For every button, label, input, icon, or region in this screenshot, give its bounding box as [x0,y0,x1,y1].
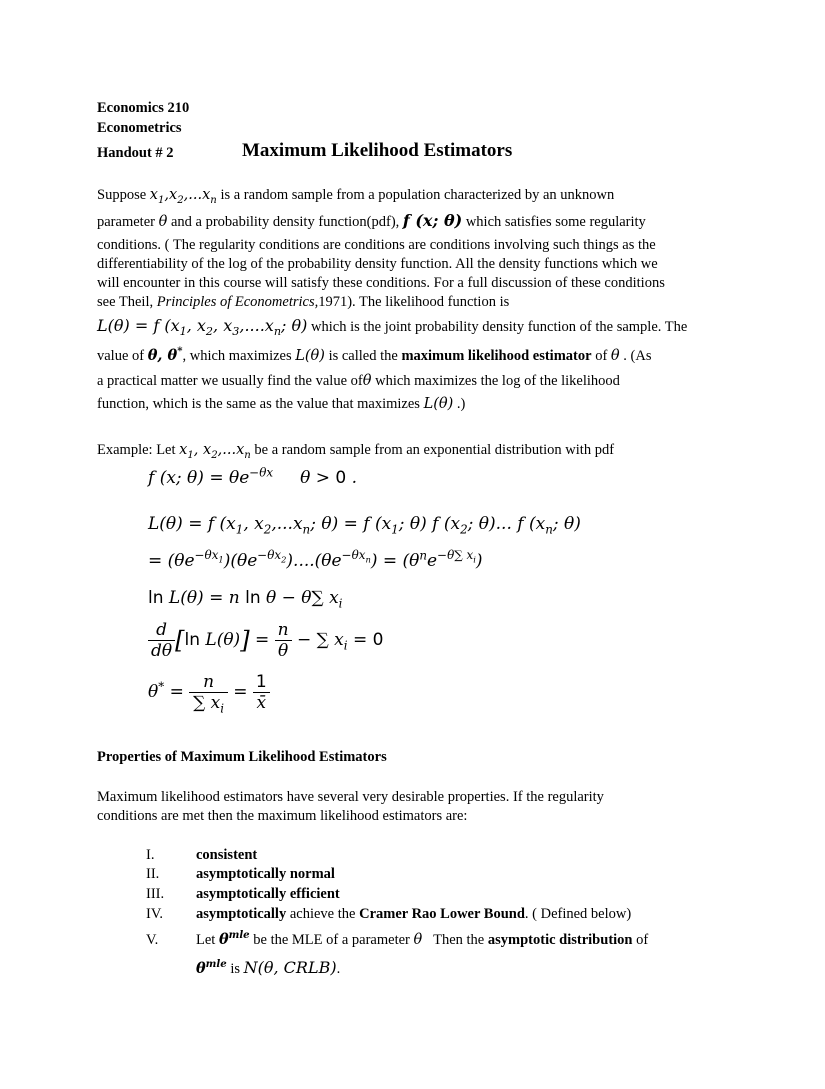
likelihood-equation: L(θ) = f ($x_1$, $x_2,...x_n$; θ) = f ($x_1$; θ) f ($x_2$; θ)... f ($x_n$; θ) [148,514,581,537]
intro-line-10: function, which is the same as the value that maximizes L(θ) .) [97,396,466,412]
sample-x-math: $x_1,x_2,...x_n$ [149,187,217,206]
pdf-equation: f (x; $\theta) = \theta e^{-\theta x}$ θ > 0 . [148,465,358,488]
list-item: IV. asymptotically achieve the Cramer Rao Lower Bound. ( Defined below) [146,906,632,922]
course-label: Economics 210 [97,100,190,116]
properties-intro-2: conditions are met then the maximum likelihood estimators are: [97,808,468,824]
example-lead: Example: Let $x_1$, $x_2,...x_n$ be a random sample from an exponential distribution with pdf [97,442,615,461]
mle-solution: θ* = $\frac{n}{\sum x_i}$ = $\frac{1}{x̄}$ [148,672,270,713]
list-item-continuation: $\theta^{mle}$ is N(θ, CRLB). [196,958,341,977]
intro-line-7: L(θ) = f ($x_1$, $x_2$, $x_3,....x_n$; θ) which is the joint probability density function of the sample. The [97,316,688,339]
intro-line-9: a practical matter we usually find the value ofθ which maximizes the log of the likelihood [97,373,620,389]
intro-line-1: Suppose $x_1,x_2,...x_n$ is a random sample from a population characterized by an unknown [97,187,615,206]
likelihood-product: = $(\theta e^{-\theta x_1})(\theta e^{-\theta x_2})....(\theta e^{-\theta x_n}) = (\theta^ne^{-\theta\sum x_i})$ [148,548,483,571]
list-item: V. Let $\theta^{mle}$ be the MLE of a parameter θ Then the asymptotic distribution of [146,929,649,948]
derivative-equation: $\frac{d}{d\theta}$ [ln L(θ)] = $\frac{n}{\theta}$ − ∑ $x_i = 0$ [148,620,383,661]
list-item: III. asymptotically efficient [146,886,340,902]
intro-line-2: parameter θ and a probability density function(pdf), f (x; θ) which satisfies some regularity [97,211,646,230]
handout-label: Handout # 2 [97,145,174,161]
log-likelihood: ln L(θ) = n ln θ − θ∑ $x_i$ [148,588,343,611]
intro-line-3: conditions. ( The regularity conditions are conditions are conditions involving such things as the [97,237,656,253]
book-title: Principles of Econometrics, [156,294,319,310]
subject-label: Econometrics [97,120,182,136]
intro-line-4: differentiability of the log of the probability density function. All the density functions which we [97,256,658,272]
list-item: II. asymptotically normal [146,866,335,882]
intro-line-5: will encounter in this course will satisfy these conditions. For a full discussion of these conditions [97,275,665,291]
list-item: I. consistent [146,847,258,863]
intro-line-8: value of θ, θ*, which maximizes L(θ) is called the maximum likelihood estimator of θ . (As [97,345,652,364]
intro-line-6: see Theil, Principles of Econometrics,1971). The likelihood function is [97,294,510,310]
properties-intro-1: Maximum likelihood estimators have several very desirable properties. If the regularity [97,789,604,805]
page-title: Maximum Likelihood Estimators [242,140,513,161]
properties-heading: Properties of Maximum Likelihood Estimators [97,749,387,765]
